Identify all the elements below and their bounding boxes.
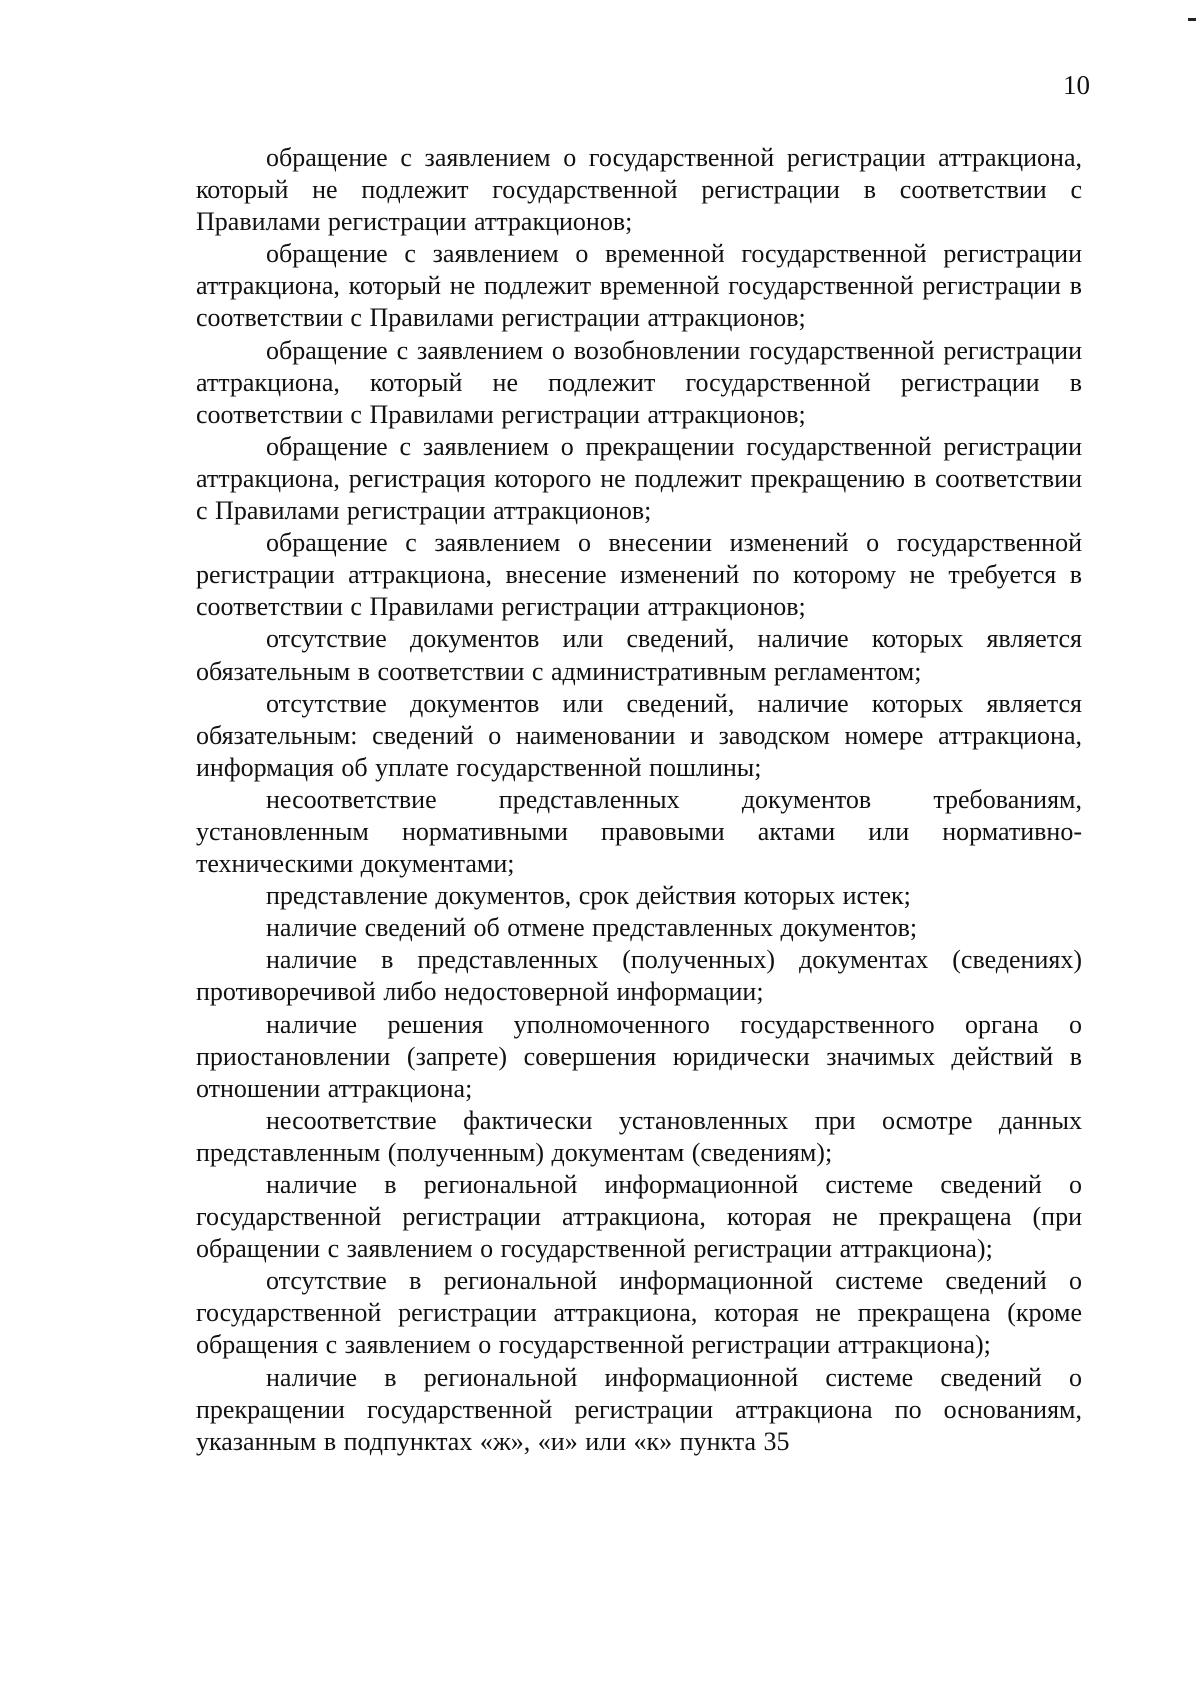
scan-mark [1188, 18, 1196, 21]
paragraph: наличие в региональной информационной системе сведений о государственной регистрации аттракциона, которая не прекращена (при обращении с заявлением о государственной регистрации аттракциона); [196, 1170, 1082, 1264]
paragraph: обращение с заявлением о временной государственной регистрации аттракциона, который не подлежит временной государственной регистрации в соответствии с Правилами регистрации аттракционов; [196, 239, 1082, 333]
paragraph: обращение с заявлением о государственной регистрации аттракциона, который не подлежит государственной регистрации в соответствии с Правилами регистрации аттракционов; [196, 143, 1082, 237]
paragraph: несоответствие фактически установленных при осмотре данных представленным (полученным) документам (сведениям); [196, 1105, 1082, 1167]
paragraph: отсутствие документов или сведений, наличие которых является обязательным в соответствии с административным регламентом; [196, 624, 1082, 686]
paragraph: несоответствие представленных документов требованиям, установленным нормативными правовыми актами или нормативно-техническими документами; [196, 784, 1082, 879]
document-body [196, 142, 1082, 1458]
paragraph: обращение с заявлением о внесении изменений о государственной регистрации аттракциона, внесение изменений по которому не требуется в соответствии с Правилами регистрации аттракционов; [196, 528, 1082, 622]
paragraph: обращение с заявлением о возобновлении государственной регистрации аттракциона, который не подлежит государственной регистрации в соответствии с Правилами регистрации аттракционов; [196, 335, 1082, 429]
paragraph: наличие решения уполномоченного государственного органа о приостановлении (запрете) совершения юридически значимых действий в отношении аттракциона; [196, 1009, 1082, 1103]
paragraph: отсутствие в региональной информационной системе сведений о государственной регистрации аттракциона, которая не прекращена (кроме обращения с заявлением о государственной регистрации аттракциона); [196, 1266, 1082, 1360]
paragraph: отсутствие документов или сведений, наличие которых является обязательным: сведений о наименовании и заводском номере аттракциона, информация об уплате государственной пошлины; [196, 688, 1082, 782]
paragraph: наличие сведений об отмене представленных документов; [266, 913, 918, 943]
paragraph: обращение с заявлением о прекращении государственной регистрации аттракциона, регистрация которого не подлежит прекращению в соответствии с Правилами регистрации аттракционов; [196, 431, 1082, 526]
paragraph: представление документов, срок действия которых истек; [266, 881, 911, 911]
paragraph: наличие в представленных (полученных) документах (сведениях) противоречивой либо недостоверной информации; [196, 945, 1082, 1007]
page-number: 10 [1063, 70, 1090, 100]
paragraph: наличие в региональной информационной системе сведений о прекращении государственной регистрации аттракциона по основаниям, указанным в подпунктах «ж», «и» или «к» пункта 35 [196, 1362, 1082, 1456]
